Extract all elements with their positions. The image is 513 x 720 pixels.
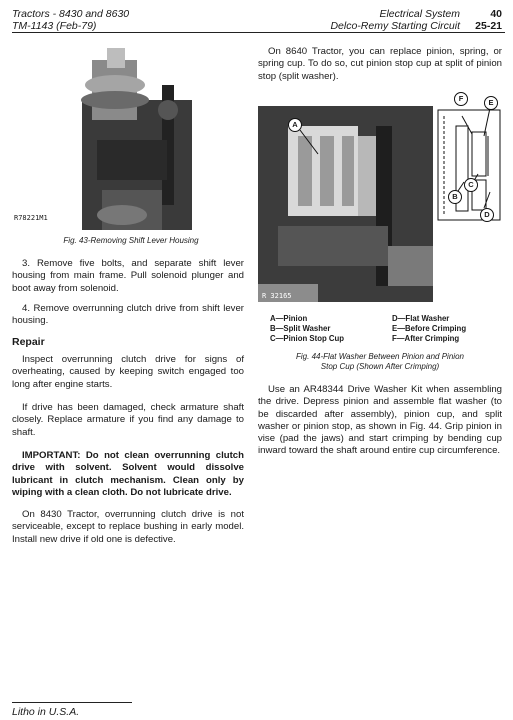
legend-d: D—Flat Washer <box>392 314 450 323</box>
callout-e: E <box>484 96 498 110</box>
fig44-image-tag: R 32165 <box>262 292 292 300</box>
header-subsection-title: Delco-Remy Starting Circuit <box>330 20 460 32</box>
legend-b: B—Split Washer <box>270 324 331 333</box>
repair-heading: Repair <box>12 336 45 348</box>
step4-paragraph: 4. Remove overrunning clutch drive from shift lever housing. <box>12 303 244 327</box>
fig43-photo <box>12 40 250 230</box>
legend-a: A—Pinion <box>270 314 308 323</box>
legend-e: E—Before Crimping <box>392 324 467 333</box>
footer-rule <box>12 702 132 703</box>
header-rule <box>12 32 505 33</box>
callout-a: A <box>288 118 302 132</box>
header-book-title: Tractors - 8430 and 8630 <box>12 8 130 20</box>
header-page-number: 40 <box>490 8 502 20</box>
important-notice: IMPORTANT: Do not clean overrunning clutch drive with solvent. Solvent would dissolve lubricant in clutch mechanism. Clean only by wiping with a clean cloth. Do not lubricate drive. <box>12 450 244 498</box>
fig44-caption-line2: Stop Cup (Shown After Crimping) <box>320 362 440 371</box>
fig43-illustration <box>12 40 250 230</box>
drive-washer-kit-paragraph: Use an AR48344 Drive Washer Kit when assembling the drive. Depress pinion and assemble flat washer (to be discarded after assembly), pinion cup, and split washer or pinion stop, as shown in Fig. 44. Grip pinion in vise (pad the jaws) and start crimping by bending cup inward toward the shaft around entire cup circumference. <box>258 384 502 457</box>
header-manual-number: TM-1143 (Feb-79) <box>12 20 97 32</box>
header-section-title: Electrical System <box>379 8 460 20</box>
footer-litho: Litho in U.S.A. <box>12 706 80 718</box>
repair-paragraph-2: If drive has been damaged, check armature shaft closely. Replace armature if you find any damage to shaft. <box>12 402 244 438</box>
header-section-number: 25-21 <box>475 20 502 32</box>
fig44-caption-line1: Fig. 44-Flat Washer Between Pinion and Pinion <box>296 352 464 361</box>
legend-c: C—Pinion Stop Cup <box>270 334 345 343</box>
fig43-image-tag: R78221M1 <box>14 214 48 222</box>
callout-d: D <box>480 208 494 222</box>
fig44-figure <box>258 96 506 302</box>
step3-paragraph: 3. Remove five bolts, and separate shift lever housing from main frame. Pull solenoid plunger and boot away from solenoid. <box>12 258 244 294</box>
model-8430-paragraph: On 8430 Tractor, overrunning clutch drive is not serviceable, except to replace bushing in early model. Install new drive if old one is defective. <box>12 509 244 545</box>
callout-b: B <box>448 190 462 204</box>
callout-f: F <box>454 92 468 106</box>
repair-paragraph-1: Inspect overrunning clutch drive for signs of overheating, caused by keeping switch engaged too long after engine starts. <box>12 354 244 390</box>
fig43-caption: Fig. 43-Removing Shift Lever Housing <box>63 236 199 245</box>
intro-paragraph: On 8640 Tractor, you can replace pinion, spring, or spring cup. To do so, cut pinion stop cup at split of pinion stop (split washer). <box>258 46 502 82</box>
callout-c: C <box>464 178 478 192</box>
legend-f: F—After Crimping <box>392 334 460 343</box>
